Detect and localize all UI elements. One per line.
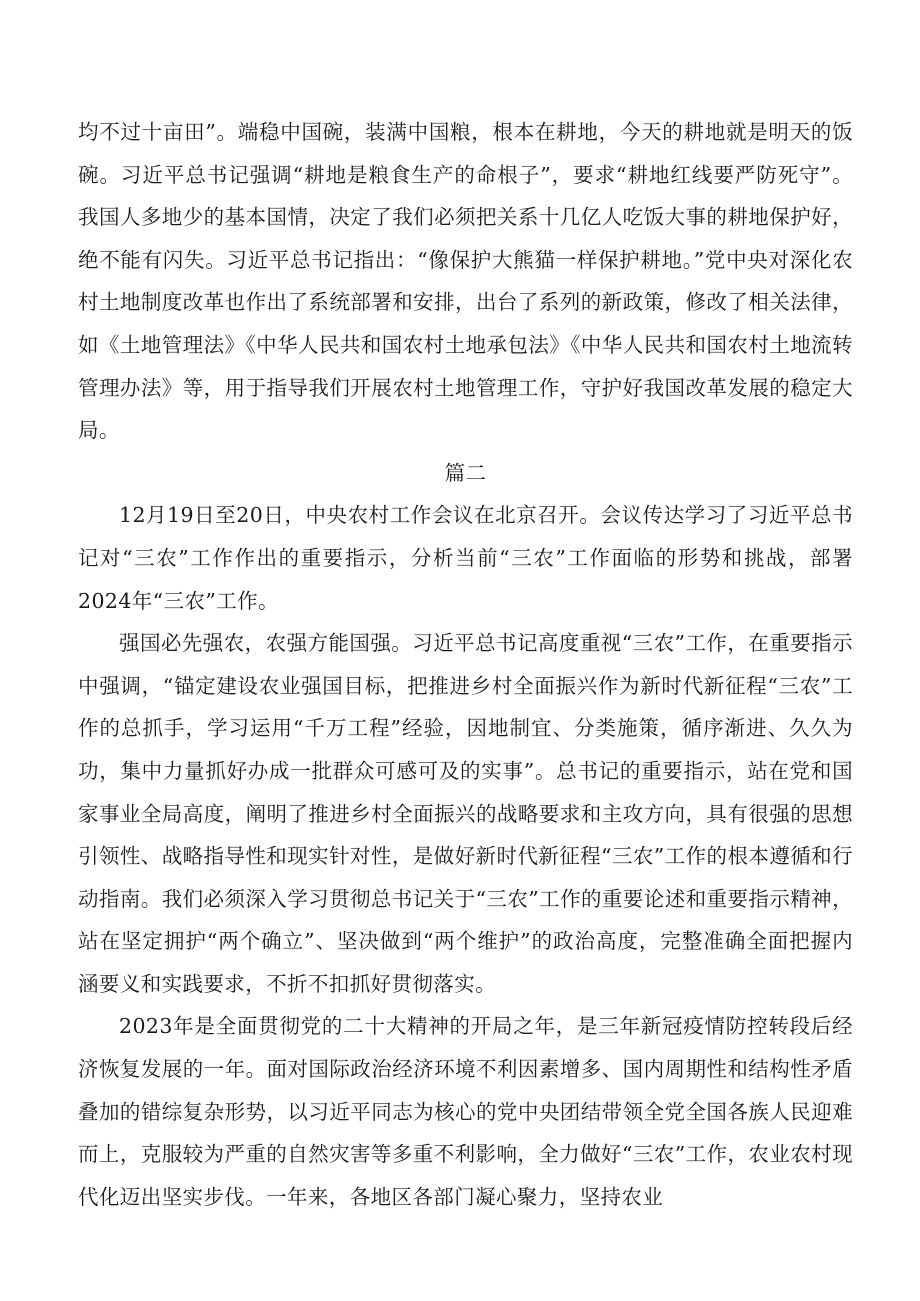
paragraph-2: 强国必先强农，农强方能国强。习近平总书记高度重视“三农”工作，在重要指示中强调，“锚定建设农业强国目标，把推进乡村全面振兴作为新时代新征程“三农”工作的总抓手，学习运用“千万工程”经验，因地制宜、分类施策，循序渐进、久久为功，集中力量抓好办成一批群众可感可及的实事”。总书记的重要指示，站在党和国家事业全局高度，阐明了推进乡村全面振兴的战略要求和主攻方向，具有很强的思想引领性、战略指导性和现实针对性，是做好新时代新征程“三农”工作的根本遵循和行动指南。我们必须深入学习贯彻总书记关于“三农”工作的重要论述和重要指示精神，站在坚定拥护“两个确立”、坚决做到“两个维护”的政治高度，完整准确全面把握内涵要义和实践要求，不折不扣抓好贯彻落实。	[78, 631, 853, 996]
paragraph-1: 12月19日至20日，中央农村工作会议在北京召开。会议传达学习了习近平总书记对“三农”工作作出的重要指示，分析当前“三农”工作面临的形势和挑战，部署2024年“三农”工作。	[78, 503, 853, 613]
document-body	[78, 111, 853, 1218]
paragraph-3: 2023年是全面贯彻党的二十大精神的开局之年，是三年新冠疫情防控转段后经济恢复发展的一年。面对国际政治经济环境不利因素增多、国内周期性和结构性矛盾叠加的错综复杂形势，以习近平同志为核心的党中央团结带领全党全国各族人民迎难而上，克服较为严重的自然灾害等多重不利影响，全力做好“三农”工作，农业农村现代化迈出坚实步伐。一年来，各地区各部门凝心聚力，坚持农业	[78, 1014, 853, 1209]
section-title: 篇二	[444, 460, 487, 485]
continued-paragraph: 均不过十亩田”。端稳中国碗，装满中国粮，根本在耕地，今天的耕地就是明天的饭碗。习近平总书记强调“耕地是粮食生产的命根子”，要求“耕地红线要严防死守”。我国人多地少的基本国情，决定了我们必须把关系十几亿人吃饭大事的耕地保护好，绝不能有闪失。习近平总书记指出：“像保护大熊猫一样保护耕地。”党中央对深化农村土地制度改革也作出了系统部署和安排，出台了系列的新政策，修改了相关法律，如《土地管理法》《中华人民共和国农村土地承包法》《中华人民共和国农村土地流转管理办法》等，用于指导我们开展农村土地管理工作，守护好我国改革发展的稳定大局。	[78, 120, 853, 443]
